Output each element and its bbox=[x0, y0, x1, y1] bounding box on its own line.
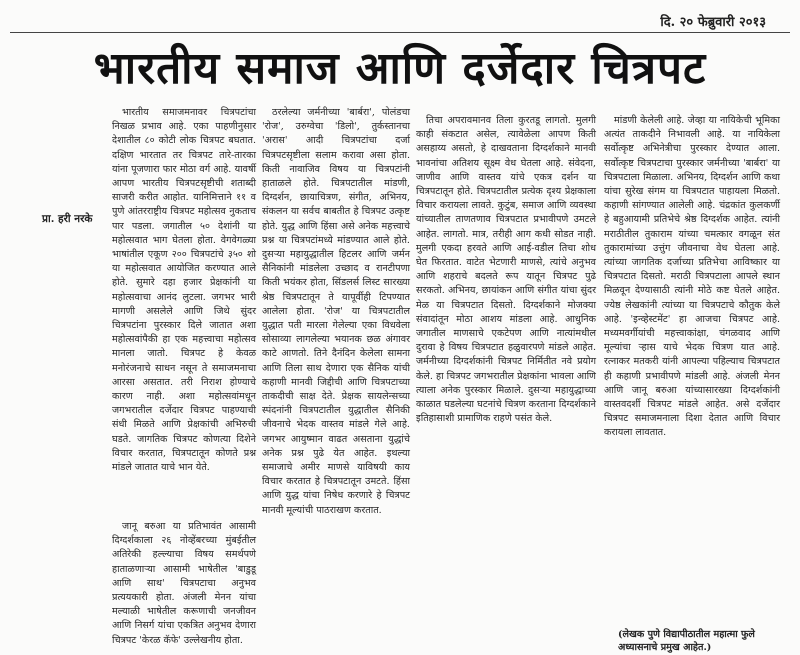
dateline: दि. २० फेब्रुवारी २०१३ bbox=[660, 15, 766, 30]
column-3-text: तिचा अपरावमानव तिला कुरतडू लागतो. मुलगी काही संकटात असेल, त्यावेळेला आपण किती असहाय्य असतो, हे दाखवताना दिग्दर्शकाने मानवी भावनांचा अतिशय सूक्ष्म वेध घेतला आहे. संवेदना, जाणीव आणि वास्तव यांचे एकत्र दर्शन या चित्रपटातून होते. चित्रपटातील प्रत्येक दृश्य प्रेक्षकाला विचार करायला लावते. कुटुंब, समाज आणि व्यवस्था यांच्यातील ताणतणाव चित्रपटात प्रभावीपणे उमटले आहेत. लागतो. मात्र, तरीही आग कधी सोडत नाही. मुलगी एकदा हरवते आणि आई-वडील तिचा शोध घेत फिरतात. वाटेत भेटणारी माणसे, त्यांचे अनुभव आणि शहराचे बदलते रूप यातून चित्रपट पुढे सरकतो. अभिनय, छायांकन आणि संगीत यांचा सुंदर मेळ या चित्रपटात दिसतो. दिग्दर्शकाने मोजक्या संवादांतून मोठा आशय मांडला आहे. आधुनिक जगातील माणसाचे एकटेपण आणि नात्यांमधील दुरावा हे विषय चित्रपटात हळुवारपणे मांडले आहेत. जर्मनीच्या दिग्दर्शकांनी चित्रपट निर्मितीत नवे प्रयोग केले. हा चित्रपट जगभरातील प्रेक्षकांना भावला आणि त्याला अनेक पुरस्कार मिळाले. दुसऱ्या महायुद्धाच्या काळात घडलेल्या घटनांचे चित्रण करताना दिग्दर्शकाने इतिहासाशी प्रामाणिक राहणे पसंत केले. bbox=[416, 115, 596, 425]
headline: भारतीय समाज आणि दर्जेदार चित्रपट bbox=[93, 43, 707, 94]
article-column-3 bbox=[416, 114, 596, 634]
article-column-4 bbox=[604, 114, 780, 624]
column-1-text: भारतीय समाजमनावर चित्रपटांचा निखळ प्रभाव आहे. एका पाहणीनुसार देशातील ८० कोटी लोक चित्रपट बघतात. दक्षिण भारतात तर चित्रपट तारे-तारका यांना पूजणारा फार मोठा वर्ग आहे. यावर्षी आपण भारतीय चित्रपटसृष्टीची शताब्दी साजरी करीत आहोत. यानिमित्ताने ११ व पुणे आंतरराष्ट्रीय चित्रपट महोत्सव नुकताच पार पडला. जगातील ५० देशांनी या महोत्सवात भाग घेतला होता. वेगवेगळ्या भाषांतील एकूण २०० चित्रपटांचे ३५० शो या महोत्सवात आयोजित करण्यात आले होते. सुमारे दहा हजार प्रेक्षकांनी या महोत्सवाचा आनंद लुटला. जगभर भारी मागणी असलेले आणि जिथे सुंदर चित्रपटांना पुरस्कार दिले जातात अशा महोत्सवांपैकी हा एक महत्त्वाचा महोत्सव मानला जातो. चित्रपट हे केवळ मनोरंजनाचे साधन नसून ते समाजमनाचा आरसा असतात. तरी निराश होण्याचे कारण नाही. अशा महोत्सवांमधून जगभरातील दर्जेदार चित्रपट पाहण्याची संधी मिळते आणि प्रेक्षकांची अभिरुची घडते. जागतिक चित्रपट कोणत्या दिशेने विचार करतात, चित्रपटातून कोणते प्रश्न मांडले जातात याचे भान येते. bbox=[112, 107, 256, 474]
bottom-paragraph bbox=[112, 520, 256, 646]
author-byline: प्रा. हरी नरके bbox=[42, 213, 93, 225]
bottom-paragraph-text: जानू बरुआ या प्रतिभावंत आसामी दिग्दर्शकाला २६ नोव्हेंबरच्या मुंबईतील अतिरेकी हल्ल्याचा विषय समर्थपणे हाताळणाऱ्या आसामी भाषेतील 'बाडुडू आणि साथ' चित्रपटाचा अनुभव प्रत्ययकारी होता. अंजली मेनन यांचा मल्याळी भाषेतील करूणाची जनजीवन आणि निसर्ग यांचा एकत्रित अनुभव देणारा चित्रपट 'केरळ कॅफे' उल्लेखनीय होता. bbox=[112, 521, 256, 646]
header-rule bbox=[10, 32, 790, 33]
column-2-text: ठरलेल्या जर्मनीच्या 'बार्बरा', पोलंडचा 'रोज', उरुग्वेचा 'डिलो', तुर्कस्तानचा 'अरास' आदी चित्रपटांचा दर्जा चित्रपटसृष्टीला सलाम करावा असा होता. किती नावाजिव विषय या चित्रपटांनी हाताळले होते. चित्रपटातील मांडणी, दिग्दर्शन, छायाचित्रण, संगीत, अभिनय, संकलन या सर्वच बाबतीत हे चित्रपट उत्कृष्ट होते. युद्ध आणि हिंसा असे अनेक महत्त्वाचे प्रश्न या चित्रपटांमध्ये मांडण्यात आले होते. दुसऱ्या महायुद्धातील हिटलर आणि जर्मन सैनिकांनी मांडलेला उच्छाद व रानटीपणा किती भयंकर होता, सिंडलर्स लिस्ट सारख्या श्रेष्ठ चित्रपटातून ते यापूर्वीही टिपण्यात आलेला होता. 'रोज' या चित्रपटातील युद्धात पती मारला गेलेल्या एका विधवेला सोसाव्या लागलेल्या भयानक छळ अंगावर काटे आणतो. तिने दैनंदिन केलेला सामना आणि तिला साथ देणारा एक सैनिक यांची कहाणी मानवी जिद्दीची आणि चित्रपटाच्या ताकदीची साक्ष देते. प्रेक्षक सायलेन्सच्या स्पंदनांनी चित्रपटातील युद्धातील सैनिकी जीवनाचे भेदक वास्तव मांडले गेले आहे. जगभर आयुष्मान वाढत असताना युद्धांचे अनेक प्रश्न पुढे येत आहेत. इथल्या समाजाचे अमीर माणसे याविषयी काय विचार करतात हे चित्रपटातून उमटते. हिंसा आणि युद्ध यांचा निषेध करणारे हे चित्रपट मानवी मूल्यांची पाठराखण करतात. bbox=[262, 107, 410, 516]
column-4-text: मांडणी केलेली आहे. जेव्हा या नायिकेची भूमिका अत्यंत ताकदीने निभावली आहे. या नायिकेला सर्वोत्कृष्ट अभिनेत्रीचा पुरस्कार देण्यात आला. सर्वोत्कृष्ट चित्रपटाचा पुरस्कार जर्मनीच्या 'बार्बरा' या चित्रपटाला मिळाला. अभिनय, दिग्दर्शन आणि कथा यांचा सुरेख संगम या चित्रपटात पाहायला मिळतो. कहाणी सांगण्यात आलेली आहे. चंद्रकांत कुलकर्णी हे बहुआयामी प्रतिभेचे श्रेष्ठ दिग्दर्शक आहेत. त्यांनी मराठीतील तुकाराम यांच्या चमत्कार वगळून संत तुकारामांच्या उत्तुंग जीवनाचा वेध घेतला आहे. त्यांच्या जागतिक दर्जाच्या प्रतिभेचा आविष्कार या चित्रपटात दिसतो. मराठी चित्रपटाला आपले स्थान मिळवून देण्यासाठी त्यांनी मोठे कष्ट घेतले आहेत. ज्येष्ठ लेखकांनी त्यांच्या या चित्रपटाचे कौतुक केले आहे. 'इन्व्हेस्टमेंट' हा आजचा चित्रपट आहे. मध्यमवर्गीयांची महत्त्वाकांक्षा, चंगळवाद आणि मूल्यांचा ऱ्हास याचे भेदक चित्रण यात आहे. रत्नाकर मतकरी यांनी आपल्या पहिल्याच चित्रपटात ही कहाणी प्रभावीपणे मांडली आहे. अंजली मेनन आणि जानू बरुआ यांच्यासारख्या दिग्दर्शकांनी वास्तवदर्शी चित्रपट मांडले आहेत. असे दर्जेदार चित्रपट समाजमनाला दिशा देतात आणि विचार करायला लावतात. bbox=[604, 115, 780, 439]
article-column-2 bbox=[262, 106, 410, 626]
author-footnote: (लेखक पुणे विद्यापीठातील महात्मा फुले अध्यासनाचे प्रमुख आहेत.) bbox=[618, 629, 755, 653]
